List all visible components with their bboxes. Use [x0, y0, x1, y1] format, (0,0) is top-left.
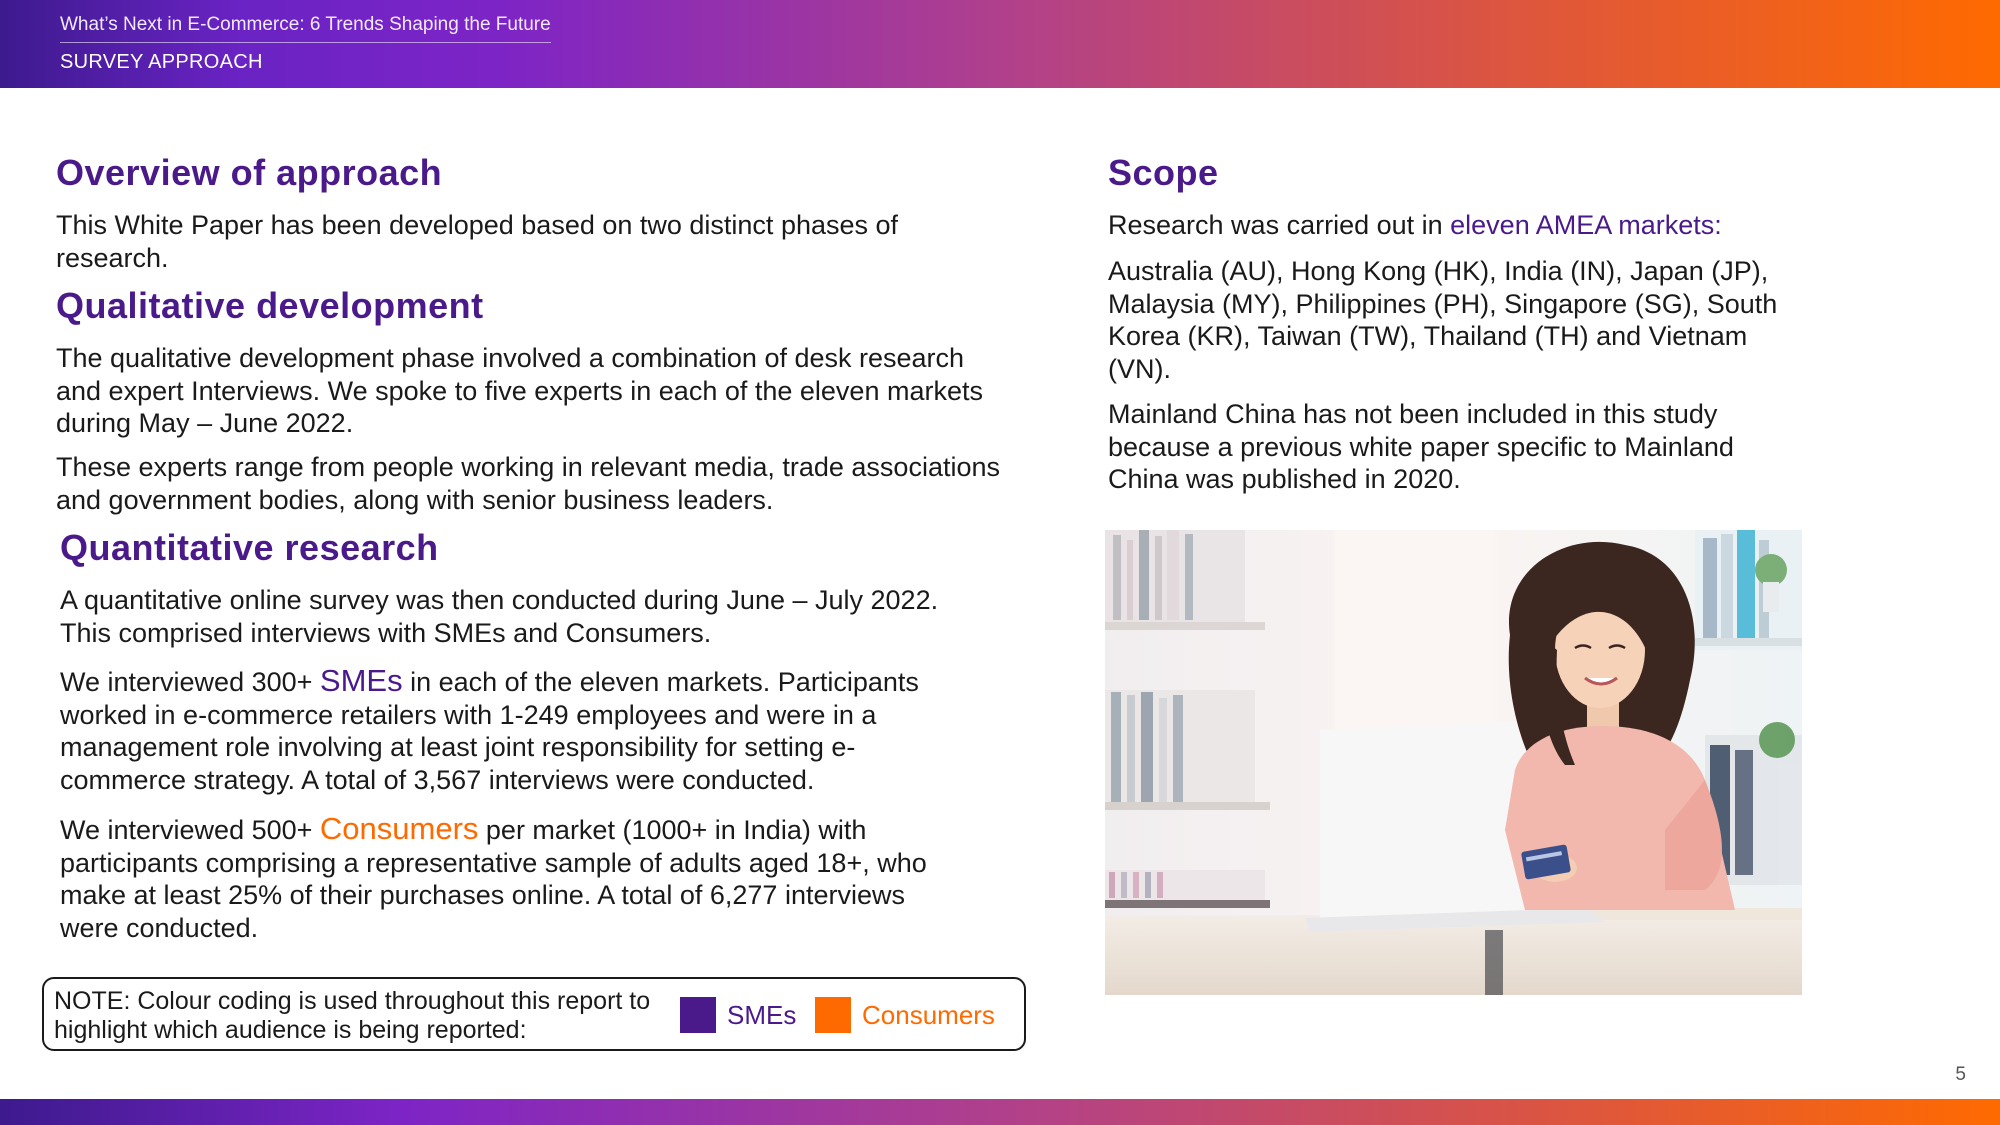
- note-label: NOTE: [54, 987, 124, 1015]
- consumers-highlight: Consumers: [319, 811, 479, 846]
- quantitative-paragraph-2: [60, 665, 980, 796]
- quantitative-paragraph-1: A quantitative online survey was then conducted during June – July 2022. This comprised interviews with SMEs and Consumers.: [60, 585, 939, 648]
- overview-heading: Overview of approach: [56, 152, 443, 193]
- scope-intro: [1108, 209, 1808, 242]
- quant-p2-rest: in each of the eleven markets. Participants worked in e-commerce retailers with 1-249 employees and were in a management role involving at least joint responsibility for setting e-commerce strategy. A total of 3,567 interviews were conducted.: [60, 667, 919, 795]
- section-label: SURVEY APPROACH: [60, 51, 263, 73]
- qualitative-heading: Qualitative development: [56, 285, 484, 326]
- smes-legend-label: SMEs: [727, 1000, 797, 1030]
- page-number: 5: [1955, 1064, 1966, 1085]
- smes-legend-swatch: [680, 997, 716, 1033]
- qualitative-paragraph-2: These experts range from people working in relevant media, trade associations and government bodies, along with senior business leaders.: [56, 452, 1000, 515]
- scope-mainland-china-note: Mainland China has not been included in this study because a previous white paper specific to Mainland China was published in 2020.: [1108, 399, 1734, 494]
- colour-coding-note: [42, 977, 1026, 1051]
- consumers-legend-swatch: [815, 997, 851, 1033]
- qualitative-paragraph-1: The qualitative development phase involved a combination of desk research and expert Interviews. We spoke to five experts in each of the eleven markets during May – June 2022.: [56, 343, 983, 438]
- smes-highlight: SMEs: [319, 663, 403, 698]
- scope-heading: Scope: [1108, 152, 1219, 193]
- consumers-legend-label: Consumers: [862, 1000, 995, 1030]
- scope-markets-list: Australia (AU), Hong Kong (HK), India (IN), Japan (JP), Malaysia (MY), Philippines (PH), Singapore (SG), South Korea (KR), Taiwan (TW), Thailand (TH) and Vietnam (VN).: [1108, 256, 1778, 384]
- footer-banner: [0, 1099, 2000, 1125]
- quant-p3-lead: We interviewed 500+: [60, 815, 320, 845]
- quant-p2-lead: We interviewed 300+: [60, 667, 320, 697]
- scope-markets-highlight: eleven AMEA markets:: [1450, 210, 1722, 240]
- quant-p3-rest: per market (1000+ in India) with participants comprising a representative sample of adults aged 18+, who make at least 25% of their purchases online. A total of 6,277 interviews were conducted.: [60, 815, 927, 943]
- header-banner: [0, 0, 2000, 88]
- quantitative-paragraph-3: [60, 813, 960, 944]
- quantitative-heading: Quantitative research: [60, 527, 439, 568]
- note-body: : Colour coding is used throughout this report to highlight which audience is being reported:: [54, 987, 651, 1044]
- overview-text: This White Paper has been developed based on two distinct phases of research.: [56, 210, 899, 273]
- document-title: What’s Next in E-Commerce: 6 Trends Shaping the Future: [60, 14, 551, 43]
- scope-intro-lead: Research was carried out in: [1108, 210, 1451, 240]
- online-shopping-illustration: [1105, 530, 1802, 995]
- shopping-photo: [1105, 530, 1802, 995]
- note-text: [54, 987, 694, 1045]
